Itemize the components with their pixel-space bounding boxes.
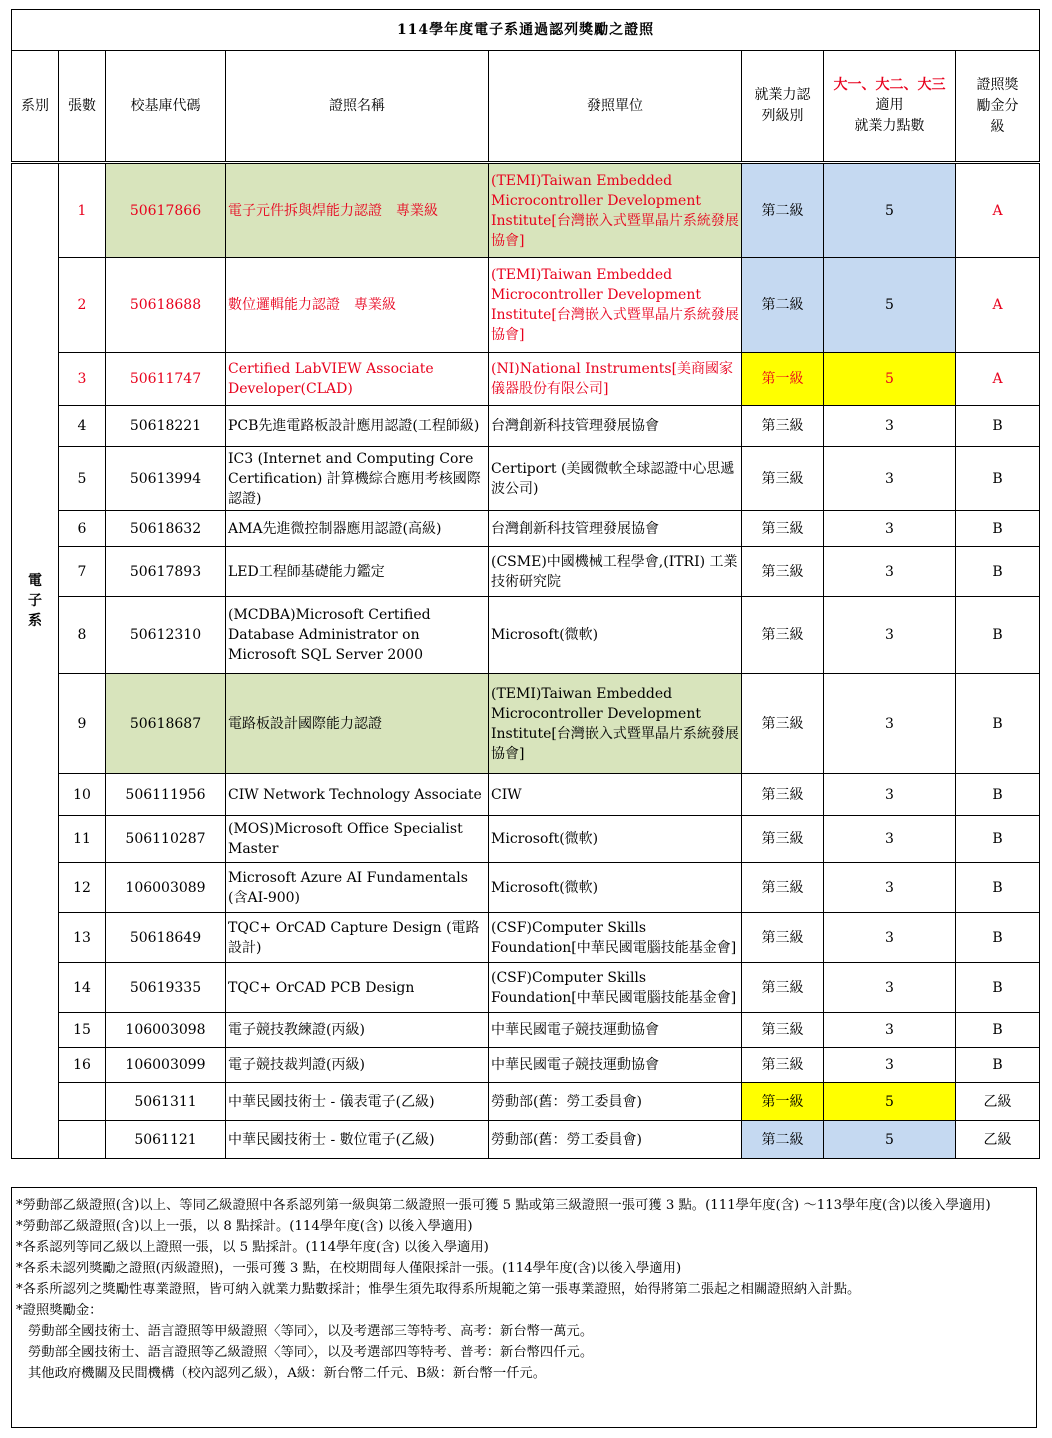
row-code: 50617893	[106, 547, 226, 597]
table-row	[12, 353, 1040, 406]
row-number: 9	[59, 674, 106, 774]
row-issuer: (NI)National Instruments[美商國家儀器股份有限公司]	[489, 353, 742, 406]
row-cert-name: 中華民國技術士 - 儀表電子(乙級)	[226, 1083, 489, 1121]
row-level: 第三級	[742, 913, 824, 963]
header-dept: 系別	[12, 51, 59, 163]
row-issuer: (CSME)中國機械工程學會,(ITRI) 工業技術研究院	[489, 547, 742, 597]
row-grade: B	[956, 1013, 1040, 1048]
table-row	[12, 674, 1040, 774]
row-issuer: 勞動部(舊：勞工委員會)	[489, 1083, 742, 1121]
table-row	[12, 963, 1040, 1013]
row-cert-name: 數位邏輯能力認證 專業級	[226, 258, 489, 353]
row-number: 6	[59, 511, 106, 547]
row-number: 13	[59, 913, 106, 963]
row-level: 第三級	[742, 511, 824, 547]
row-grade: A	[956, 353, 1040, 406]
row-cert-name: 電子元件拆與焊能力認證 專業級	[226, 163, 489, 258]
row-points: 3	[824, 963, 956, 1013]
row-level: 第三級	[742, 963, 824, 1013]
row-points: 5	[824, 258, 956, 353]
table-row	[12, 816, 1040, 863]
row-cert-name: CIW Network Technology Associate	[226, 774, 489, 816]
row-grade: B	[956, 547, 1040, 597]
row-issuer: Microsoft(微軟)	[489, 863, 742, 913]
row-grade: B	[956, 1048, 1040, 1083]
row-points: 5	[824, 353, 956, 406]
table-row	[12, 258, 1040, 353]
row-code: 50618632	[106, 511, 226, 547]
row-number	[59, 1121, 106, 1159]
row-grade: A	[956, 258, 1040, 353]
row-code: 506111956	[106, 774, 226, 816]
row-points: 3	[824, 816, 956, 863]
row-points: 5	[824, 1083, 956, 1121]
row-level: 第二級	[742, 258, 824, 353]
row-issuer: (CSF)Computer Skills Foundation[中華民國電腦技能基金會]	[489, 913, 742, 963]
table-row	[12, 447, 1040, 511]
row-number: 14	[59, 963, 106, 1013]
header-points	[824, 51, 956, 163]
row-number: 15	[59, 1013, 106, 1048]
row-cert-name: Certified LabVIEW Associate Developer(CLAD)	[226, 353, 489, 406]
row-number: 16	[59, 1048, 106, 1083]
row-cert-name: PCB先進電路板設計應用認證(工程師級)	[226, 406, 489, 447]
row-cert-name: 電子競技教練證(丙級)	[226, 1013, 489, 1048]
row-grade: B	[956, 863, 1040, 913]
row-issuer: (CSF)Computer Skills Foundation[中華民國電腦技能基金會]	[489, 963, 742, 1013]
table-header	[12, 51, 1040, 163]
row-level: 第三級	[742, 816, 824, 863]
row-level: 第三級	[742, 447, 824, 511]
reward-note-line: 勞動部全國技術士、語言證照等甲級證照〈等同〉，以及考選部三等特考、高考：新台幣一萬元。	[28, 1324, 594, 1339]
row-issuer: (TEMI)Taiwan Embedded Microcontroller Development Institute[台灣嵌入式暨單晶片系統發展協會]	[489, 258, 742, 353]
row-issuer: Certiport (美國微軟全球認證中心思遞波公司)	[489, 447, 742, 511]
row-cert-name: 電子競技裁判證(丙級)	[226, 1048, 489, 1083]
row-points: 5	[824, 163, 956, 258]
row-code: 50618649	[106, 913, 226, 963]
row-code: 50611747	[106, 353, 226, 406]
row-issuer: Microsoft(微軟)	[489, 597, 742, 674]
table-row	[12, 547, 1040, 597]
row-grade: B	[956, 674, 1040, 774]
table-row	[12, 406, 1040, 447]
row-points: 3	[824, 447, 956, 511]
header-code: 校基庫代碼	[106, 51, 226, 163]
row-cert-name: (MCDBA)Microsoft Certified Database Administrator on Microsoft SQL Server 2000	[226, 597, 489, 674]
header-issuer: 發照單位	[489, 51, 742, 163]
header-points-applicable: 適用	[875, 97, 904, 113]
note-line: *各系所認列之獎勵性專業證照，皆可納入就業力點數採計；惟學生須先取得系所規範之第一張專業證照，始得將第二張起之相關證照納入計點。	[16, 1282, 861, 1297]
row-cert-name: Microsoft Azure AI Fundamentals (含AI-900)	[226, 863, 489, 913]
row-points: 3	[824, 547, 956, 597]
row-level: 第三級	[742, 674, 824, 774]
row-issuer: 台灣創新科技管理發展協會	[489, 406, 742, 447]
row-level: 第二級	[742, 1121, 824, 1159]
row-level: 第一級	[742, 353, 824, 406]
row-cert-name: AMA先進微控制器應用認證(高級)	[226, 511, 489, 547]
row-code: 50613994	[106, 447, 226, 511]
row-issuer: 勞動部(舊：勞工委員會)	[489, 1121, 742, 1159]
reward-note-line: 其他政府機關及民間機構（校內認列乙級），A級：新台幣二仟元、B級：新台幣一仟元。	[28, 1366, 547, 1381]
row-points: 3	[824, 1013, 956, 1048]
row-level: 第三級	[742, 863, 824, 913]
row-level: 第二級	[742, 163, 824, 258]
row-points: 5	[824, 1121, 956, 1159]
row-level: 第一級	[742, 1083, 824, 1121]
row-level: 第三級	[742, 1048, 824, 1083]
row-level: 第三級	[742, 774, 824, 816]
row-number: 2	[59, 258, 106, 353]
page-title: 114學年度電子系通過認列獎勵之證照	[12, 10, 1040, 51]
row-number: 12	[59, 863, 106, 913]
header-points-label: 就業力點數	[854, 118, 925, 134]
header-points-years: 大一、大二、大三	[833, 77, 946, 93]
row-points: 3	[824, 597, 956, 674]
table-row	[12, 774, 1040, 816]
certificate-sheet	[11, 9, 1039, 1159]
row-issuer: Microsoft(微軟)	[489, 816, 742, 863]
reward-note-line: 勞動部全國技術士、語言證照等乙級證照〈等同〉，以及考選部四等特考、普考：新台幣四仟元。	[28, 1345, 594, 1360]
department-cell	[12, 163, 59, 1159]
row-cert-name: 中華民國技術士 - 數位電子(乙級)	[226, 1121, 489, 1159]
row-grade: 乙級	[956, 1083, 1040, 1121]
table-row	[12, 1121, 1040, 1159]
row-grade: B	[956, 447, 1040, 511]
row-grade: B	[956, 816, 1040, 863]
header-count: 張數	[59, 51, 106, 163]
header-level: 就業力認列級別	[742, 51, 824, 163]
note-line: *各系認列等同乙級以上證照一張，以 5 點採計。(114學年度(含) 以後入學適用)	[16, 1240, 489, 1255]
row-code: 50617866	[106, 163, 226, 258]
row-number: 1	[59, 163, 106, 258]
header-reward: 證照獎勵金分級	[956, 51, 1040, 163]
notes-box	[11, 1187, 1037, 1428]
row-grade: B	[956, 913, 1040, 963]
table-row	[12, 1048, 1040, 1083]
row-level: 第三級	[742, 1013, 824, 1048]
row-number: 8	[59, 597, 106, 674]
row-grade: B	[956, 597, 1040, 674]
row-issuer: 中華民國電子競技運動協會	[489, 1048, 742, 1083]
row-level: 第三級	[742, 406, 824, 447]
row-grade: 乙級	[956, 1121, 1040, 1159]
row-level: 第三級	[742, 547, 824, 597]
row-level: 第三級	[742, 597, 824, 674]
row-number: 11	[59, 816, 106, 863]
row-issuer: (TEMI)Taiwan Embedded Microcontroller Development Institute[台灣嵌入式暨單晶片系統發展協會]	[489, 163, 742, 258]
row-code: 5061311	[106, 1083, 226, 1121]
row-code: 106003099	[106, 1048, 226, 1083]
certificate-table	[11, 9, 1040, 1159]
row-number: 4	[59, 406, 106, 447]
row-code: 50618687	[106, 674, 226, 774]
table-row	[12, 913, 1040, 963]
row-grade: B	[956, 511, 1040, 547]
department-label: 電子系	[28, 573, 42, 629]
note-line: *勞動部乙級證照(含)以上一張，以 8 點採計。(114學年度(含) 以後入學適用)	[16, 1219, 473, 1234]
row-grade: B	[956, 406, 1040, 447]
note-line: *證照獎勵金：	[16, 1303, 103, 1318]
row-number: 7	[59, 547, 106, 597]
row-number	[59, 1083, 106, 1121]
row-code: 50612310	[106, 597, 226, 674]
row-points: 3	[824, 406, 956, 447]
row-grade: A	[956, 163, 1040, 258]
row-points: 3	[824, 1048, 956, 1083]
row-code: 50618688	[106, 258, 226, 353]
table-row	[12, 863, 1040, 913]
row-code: 506110287	[106, 816, 226, 863]
row-cert-name: 電路板設計國際能力認證	[226, 674, 489, 774]
row-grade: B	[956, 963, 1040, 1013]
table-row	[12, 163, 1040, 258]
table-row	[12, 1013, 1040, 1048]
row-code: 106003098	[106, 1013, 226, 1048]
row-cert-name: TQC+ OrCAD Capture Design (電路設計)	[226, 913, 489, 963]
header-name: 證照名稱	[226, 51, 489, 163]
row-issuer: CIW	[489, 774, 742, 816]
row-number: 10	[59, 774, 106, 816]
row-cert-name: (MOS)Microsoft Office Specialist Master	[226, 816, 489, 863]
row-issuer: 台灣創新科技管理發展協會	[489, 511, 742, 547]
row-number: 5	[59, 447, 106, 511]
row-points: 3	[824, 511, 956, 547]
row-code: 106003089	[106, 863, 226, 913]
row-number: 3	[59, 353, 106, 406]
row-code: 50618221	[106, 406, 226, 447]
row-points: 3	[824, 774, 956, 816]
note-line: *各系未認列獎勵之證照(丙級證照)，一張可獲 3 點，在校期間每人僅限採計一張。(114學年度(含)以後入學適用)	[16, 1261, 682, 1276]
row-points: 3	[824, 863, 956, 913]
row-code: 50619335	[106, 963, 226, 1013]
table-row	[12, 597, 1040, 674]
row-cert-name: TQC+ OrCAD PCB Design	[226, 963, 489, 1013]
row-code: 5061121	[106, 1121, 226, 1159]
row-grade: B	[956, 774, 1040, 816]
row-issuer: 中華民國電子競技運動協會	[489, 1013, 742, 1048]
row-issuer: (TEMI)Taiwan Embedded Microcontroller Development Institute[台灣嵌入式暨單晶片系統發展協會]	[489, 674, 742, 774]
note-line: *勞動部乙級證照(含)以上、等同乙級證照中各系認列第一級與第二級證照一張可獲 5 點或第三級證照一張可獲 3 點。(111學年度(含) ～113學年度(含)以後入學適用)	[16, 1198, 991, 1213]
row-points: 3	[824, 913, 956, 963]
row-cert-name: IC3 (Internet and Computing Core Certification) 計算機綜合應用考核國際認證)	[226, 447, 489, 511]
row-points: 3	[824, 674, 956, 774]
table-row	[12, 511, 1040, 547]
table-row	[12, 1083, 1040, 1121]
row-cert-name: LED工程師基礎能力鑑定	[226, 547, 489, 597]
